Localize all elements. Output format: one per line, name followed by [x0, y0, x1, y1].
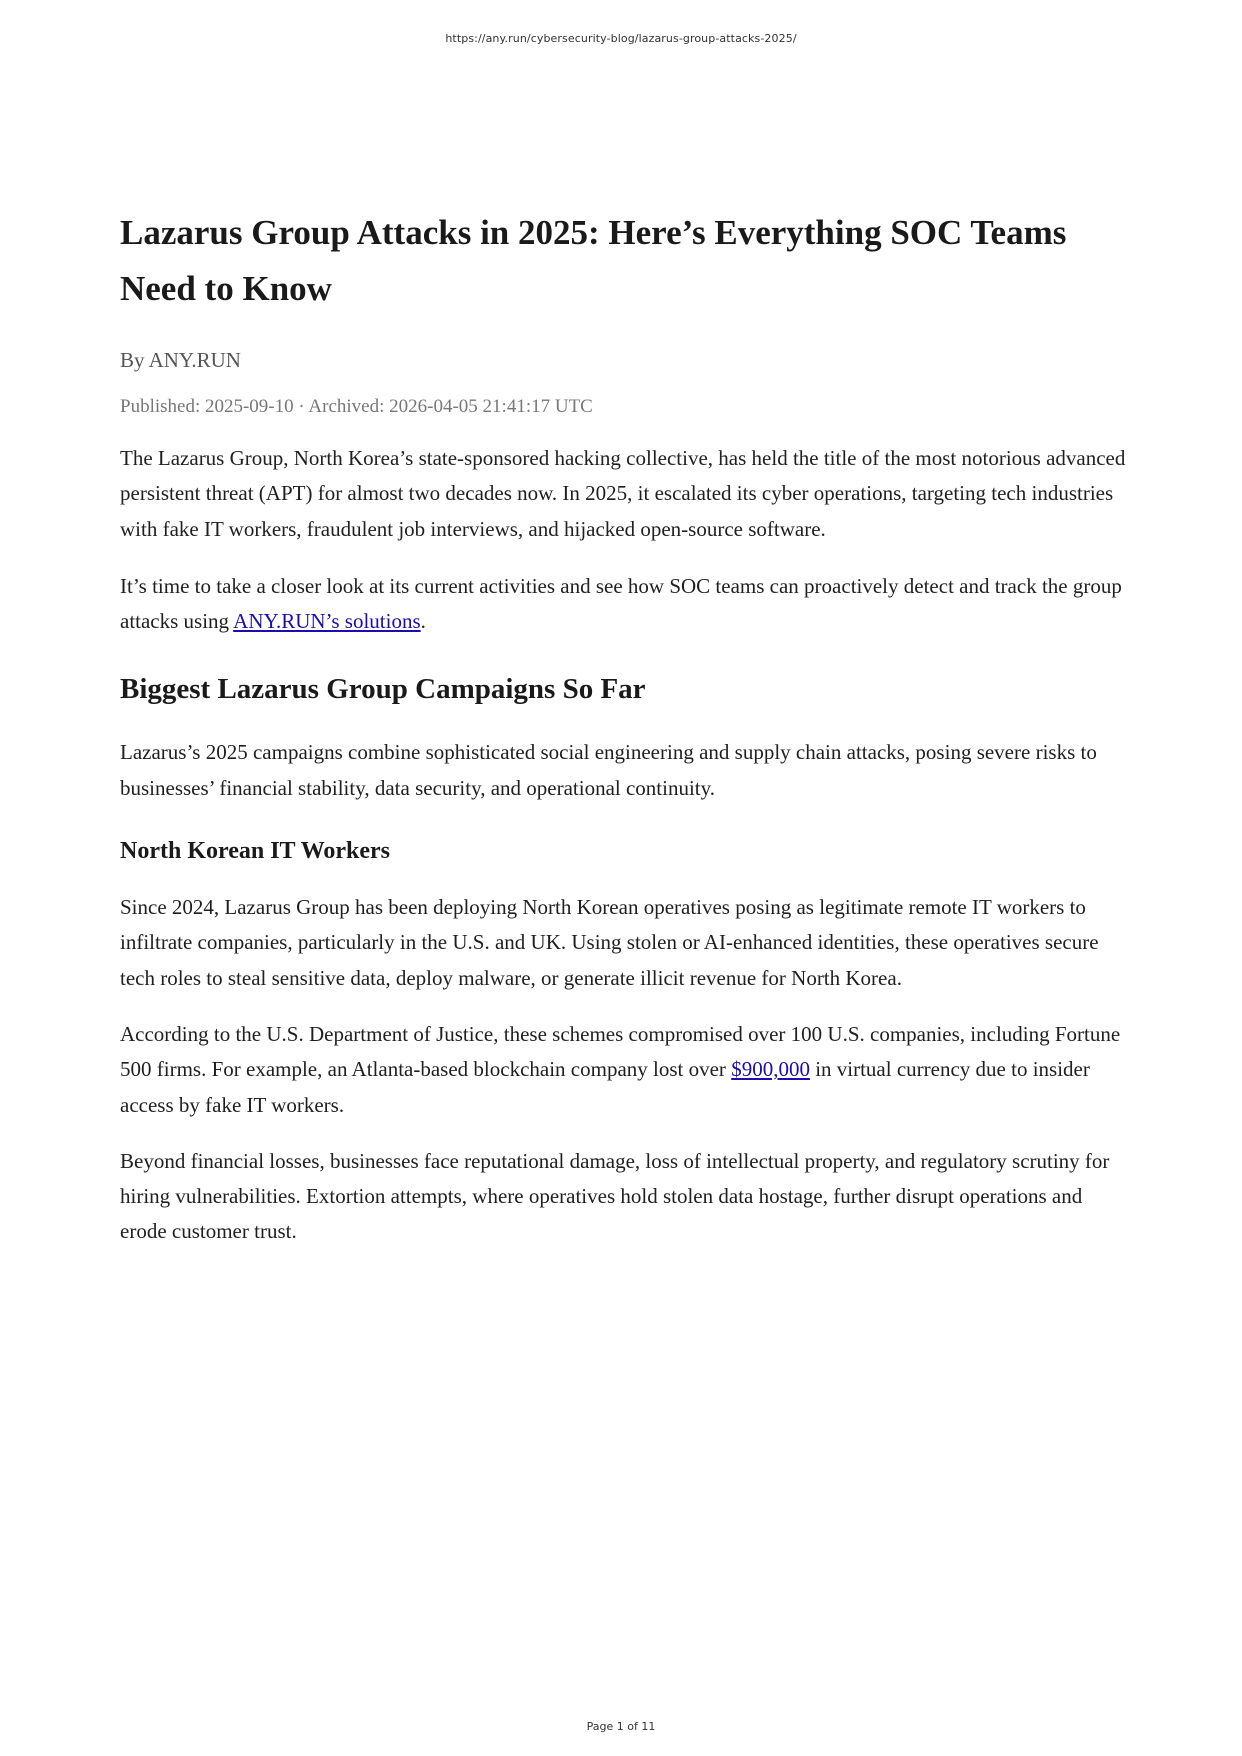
- it-workers-paragraph-2-text: According to the U.S. Department of Justice, these schemes compromised over 100 U.S. companies, including Fortune 500 firms. For example, an Atlanta-based blockchain company lost over: [120, 1021, 1121, 1082]
- article: [120, 205, 1130, 1250]
- amount-900000-link[interactable]: $900,000: [731, 1057, 810, 1082]
- intro-paragraph-2: [120, 569, 1130, 640]
- campaigns-paragraph: Lazarus’s 2025 campaigns combine sophisticated social engineering and supply chain attacks, posing severe risks to businesses’ financial stability, data security, and operational continuity.: [120, 740, 1097, 800]
- publication-dates: Published: 2025-09-10 · Archived: 2026-04-05 21:41:17 UTC: [120, 396, 593, 417]
- article-title: Lazarus Group Attacks in 2025: Here’s Everything SOC Teams Need to Know: [120, 213, 1067, 308]
- page-url-header: https://any.run/cybersecurity-blog/lazarus-group-attacks-2025/: [445, 32, 797, 45]
- any-run-solutions-link[interactable]: ANY.RUN’s solutions: [233, 609, 421, 634]
- section-heading-campaigns: Biggest Lazarus Group Campaigns So Far: [120, 673, 646, 706]
- it-workers-paragraph-3: Beyond financial losses, businesses face reputational damage, loss of intellectual property, and regulatory scrutiny for hiring vulnerabilities. Extortion attempts, where operatives hold stolen data hostage, further disrupt operations and erode customer trust.: [120, 1148, 1110, 1244]
- intro-paragraph-1: The Lazarus Group, North Korea’s state-sponsored hacking collective, has held the title of the most notorious advanced persistent threat (APT) for almost two decades now. In 2025, it escalated its cyber operations, targeting tech industries with fake IT workers, fraudulent job interviews, and hijacked open-source software.: [120, 446, 1126, 541]
- it-workers-paragraph-2: [120, 1017, 1130, 1123]
- subsection-heading-it-workers: North Korean IT Workers: [120, 838, 391, 865]
- intro-paragraph-2-text: It’s time to take a closer look at its current activities and see how SOC teams can proactively detect and track the group attacks using: [120, 573, 1122, 634]
- page-number: Page 1 of 11: [586, 1720, 656, 1733]
- intro-paragraph-2-end: .: [420, 609, 426, 634]
- it-workers-paragraph-1: Since 2024, Lazarus Group has been deploying North Korean operatives posing as legitimate remote IT workers to infiltrate companies, particularly in the U.S. and UK. Using stolen or AI-enhanced identities, these operatives secure tech roles to steal sensitive data, deploy malware, or generate illicit revenue for North Korea.: [120, 895, 1099, 990]
- byline: By ANY.RUN: [120, 348, 241, 372]
- it-workers-paragraph-2-end: in virtual currency due to insider access by fake IT workers.: [120, 1057, 1090, 1117]
